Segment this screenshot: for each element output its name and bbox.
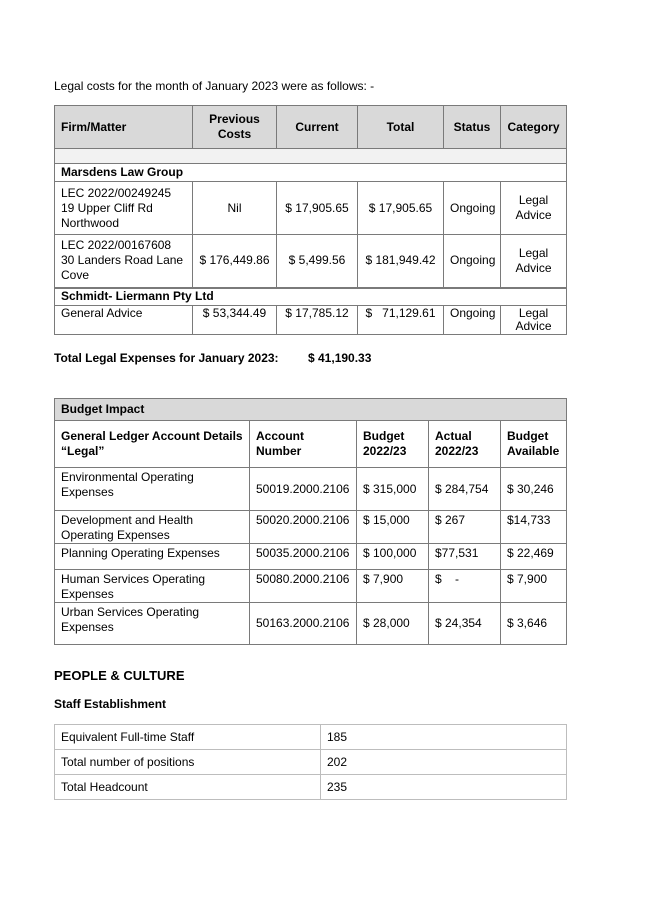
staff-establishment-table (54, 724, 567, 800)
gl-account-cell: Urban Services Operating Expenses (55, 603, 250, 645)
gl-account-cell: Development and Health Operating Expenses (55, 511, 250, 544)
spacer-row (55, 149, 567, 164)
firm-name: Schmidt- Liermann Pty Ltd (55, 288, 567, 306)
table-row (55, 750, 567, 775)
category-line: Legal (518, 193, 549, 207)
account-number-cell: 50020.2000.2106 (250, 511, 357, 544)
budget-cell: $ 315,000 (357, 468, 429, 511)
matter-cell (55, 235, 193, 288)
header-current: Current (277, 106, 358, 149)
total-cell: $ 181,949.42 (358, 235, 444, 288)
table-row (55, 570, 567, 603)
header-gl-account: General Ledger Account Details “Legal” (55, 421, 250, 468)
table-row (55, 182, 567, 235)
intro-text: Legal costs for the month of January 2023 were as follows: - (54, 79, 375, 93)
budget-cell: $ 100,000 (357, 544, 429, 570)
budget-impact-table (54, 398, 567, 645)
account-number-cell: 50019.2000.2106 (250, 468, 357, 511)
staff-label: Total Headcount (55, 775, 321, 800)
table-row (55, 511, 567, 544)
table-row (55, 306, 567, 335)
category-line: Advice (515, 208, 552, 222)
matter-line: 30 Landers Road Lane (61, 253, 184, 268)
account-number-cell: 50035.2000.2106 (250, 544, 357, 570)
gl-account-cell: Environmental Operating Expenses (55, 468, 250, 511)
table-row (55, 544, 567, 570)
current-cell: $ 5,499.56 (277, 235, 358, 288)
category-cell (501, 182, 567, 235)
previous-costs-cell: $ 53,344.49 (193, 306, 277, 335)
staff-label: Equivalent Full-time Staff (55, 725, 321, 750)
actual-cell: $ 24,354 (429, 603, 501, 645)
previous-costs-cell: $ 176,449.86 (193, 235, 277, 288)
status-cell: Ongoing (444, 306, 501, 335)
budget-title: Budget Impact (55, 399, 567, 421)
section-title: PEOPLE & CULTURE (54, 668, 185, 683)
staff-label: Total number of positions (55, 750, 321, 775)
total-expenses-label: Total Legal Expenses for January 2023: (54, 351, 279, 365)
header-total: Total (358, 106, 444, 149)
account-number-cell: 50163.2000.2106 (250, 603, 357, 645)
matter-line: General Advice (61, 306, 143, 320)
subsection-title: Staff Establishment (54, 697, 167, 711)
matter-line: LEC 2022/00167608 (61, 238, 172, 253)
gl-account-cell: Planning Operating Expenses (55, 544, 250, 570)
table-row (55, 725, 567, 750)
matter-line: LEC 2022/00249245 (61, 185, 172, 200)
table-row (55, 468, 567, 511)
header-previous-costs: Previous Costs (193, 106, 277, 149)
firm-name: Marsdens Law Group (55, 164, 567, 182)
staff-value: 235 (321, 775, 567, 800)
budget-cell: $ 7,900 (357, 570, 429, 603)
firm-row (55, 164, 567, 182)
matter-line: Cove (61, 268, 90, 283)
category-line: Legal (518, 245, 549, 260)
budget-available-cell: $ 7,900 (501, 570, 567, 603)
legal-header-row (55, 106, 567, 149)
budget-header-row (55, 421, 567, 468)
current-cell: $ 17,905.65 (277, 182, 358, 235)
budget-title-row (55, 399, 567, 421)
total-cell: $ 17,905.65 (358, 182, 444, 235)
legal-costs-table (54, 105, 567, 335)
budget-cell: $ 28,000 (357, 603, 429, 645)
budget-available-cell: $ 3,646 (501, 603, 567, 645)
header-status: Status (444, 106, 501, 149)
staff-value: 202 (321, 750, 567, 775)
header-budget: Budget 2022/23 (357, 421, 429, 468)
matter-line: 19 Upper Cliff Rd (61, 200, 153, 215)
previous-costs-cell: Nil (193, 182, 277, 235)
category-cell (501, 306, 567, 335)
budget-cell: $ 15,000 (357, 511, 429, 544)
matter-cell (55, 182, 193, 235)
budget-available-cell: $ 30,246 (501, 468, 567, 511)
actual-cell: $77,531 (429, 544, 501, 570)
category-line: Legal (518, 306, 549, 320)
header-firm-matter: Firm/Matter (55, 106, 193, 149)
category-line: Advice (515, 319, 552, 333)
category-cell (501, 235, 567, 288)
header-actual: Actual 2022/23 (429, 421, 501, 468)
table-row (55, 603, 567, 645)
actual-cell: $ 267 (429, 511, 501, 544)
gl-account-cell: Human Services Operating Expenses (55, 570, 250, 603)
matter-line: Northwood (61, 215, 120, 230)
firm-row (55, 288, 567, 306)
budget-available-cell: $ 22,469 (501, 544, 567, 570)
header-budget-available: Budget Available (501, 421, 567, 468)
category-line: Advice (515, 260, 552, 275)
total-expenses-value: $ 41,190.33 (308, 351, 372, 365)
table-row (55, 235, 567, 288)
staff-value: 185 (321, 725, 567, 750)
current-cell: $ 17,785.12 (277, 306, 358, 335)
status-cell: Ongoing (444, 182, 501, 235)
status-cell: Ongoing (444, 235, 501, 288)
header-account-number: Account Number (250, 421, 357, 468)
header-category: Category (501, 106, 567, 149)
account-number-cell: 50080.2000.2106 (250, 570, 357, 603)
table-row (55, 775, 567, 800)
actual-cell: $ - (429, 570, 501, 603)
actual-cell: $ 284,754 (429, 468, 501, 511)
matter-cell (55, 306, 193, 335)
total-cell: $ 71,129.61 (358, 306, 444, 335)
budget-available-cell: $14,733 (501, 511, 567, 544)
